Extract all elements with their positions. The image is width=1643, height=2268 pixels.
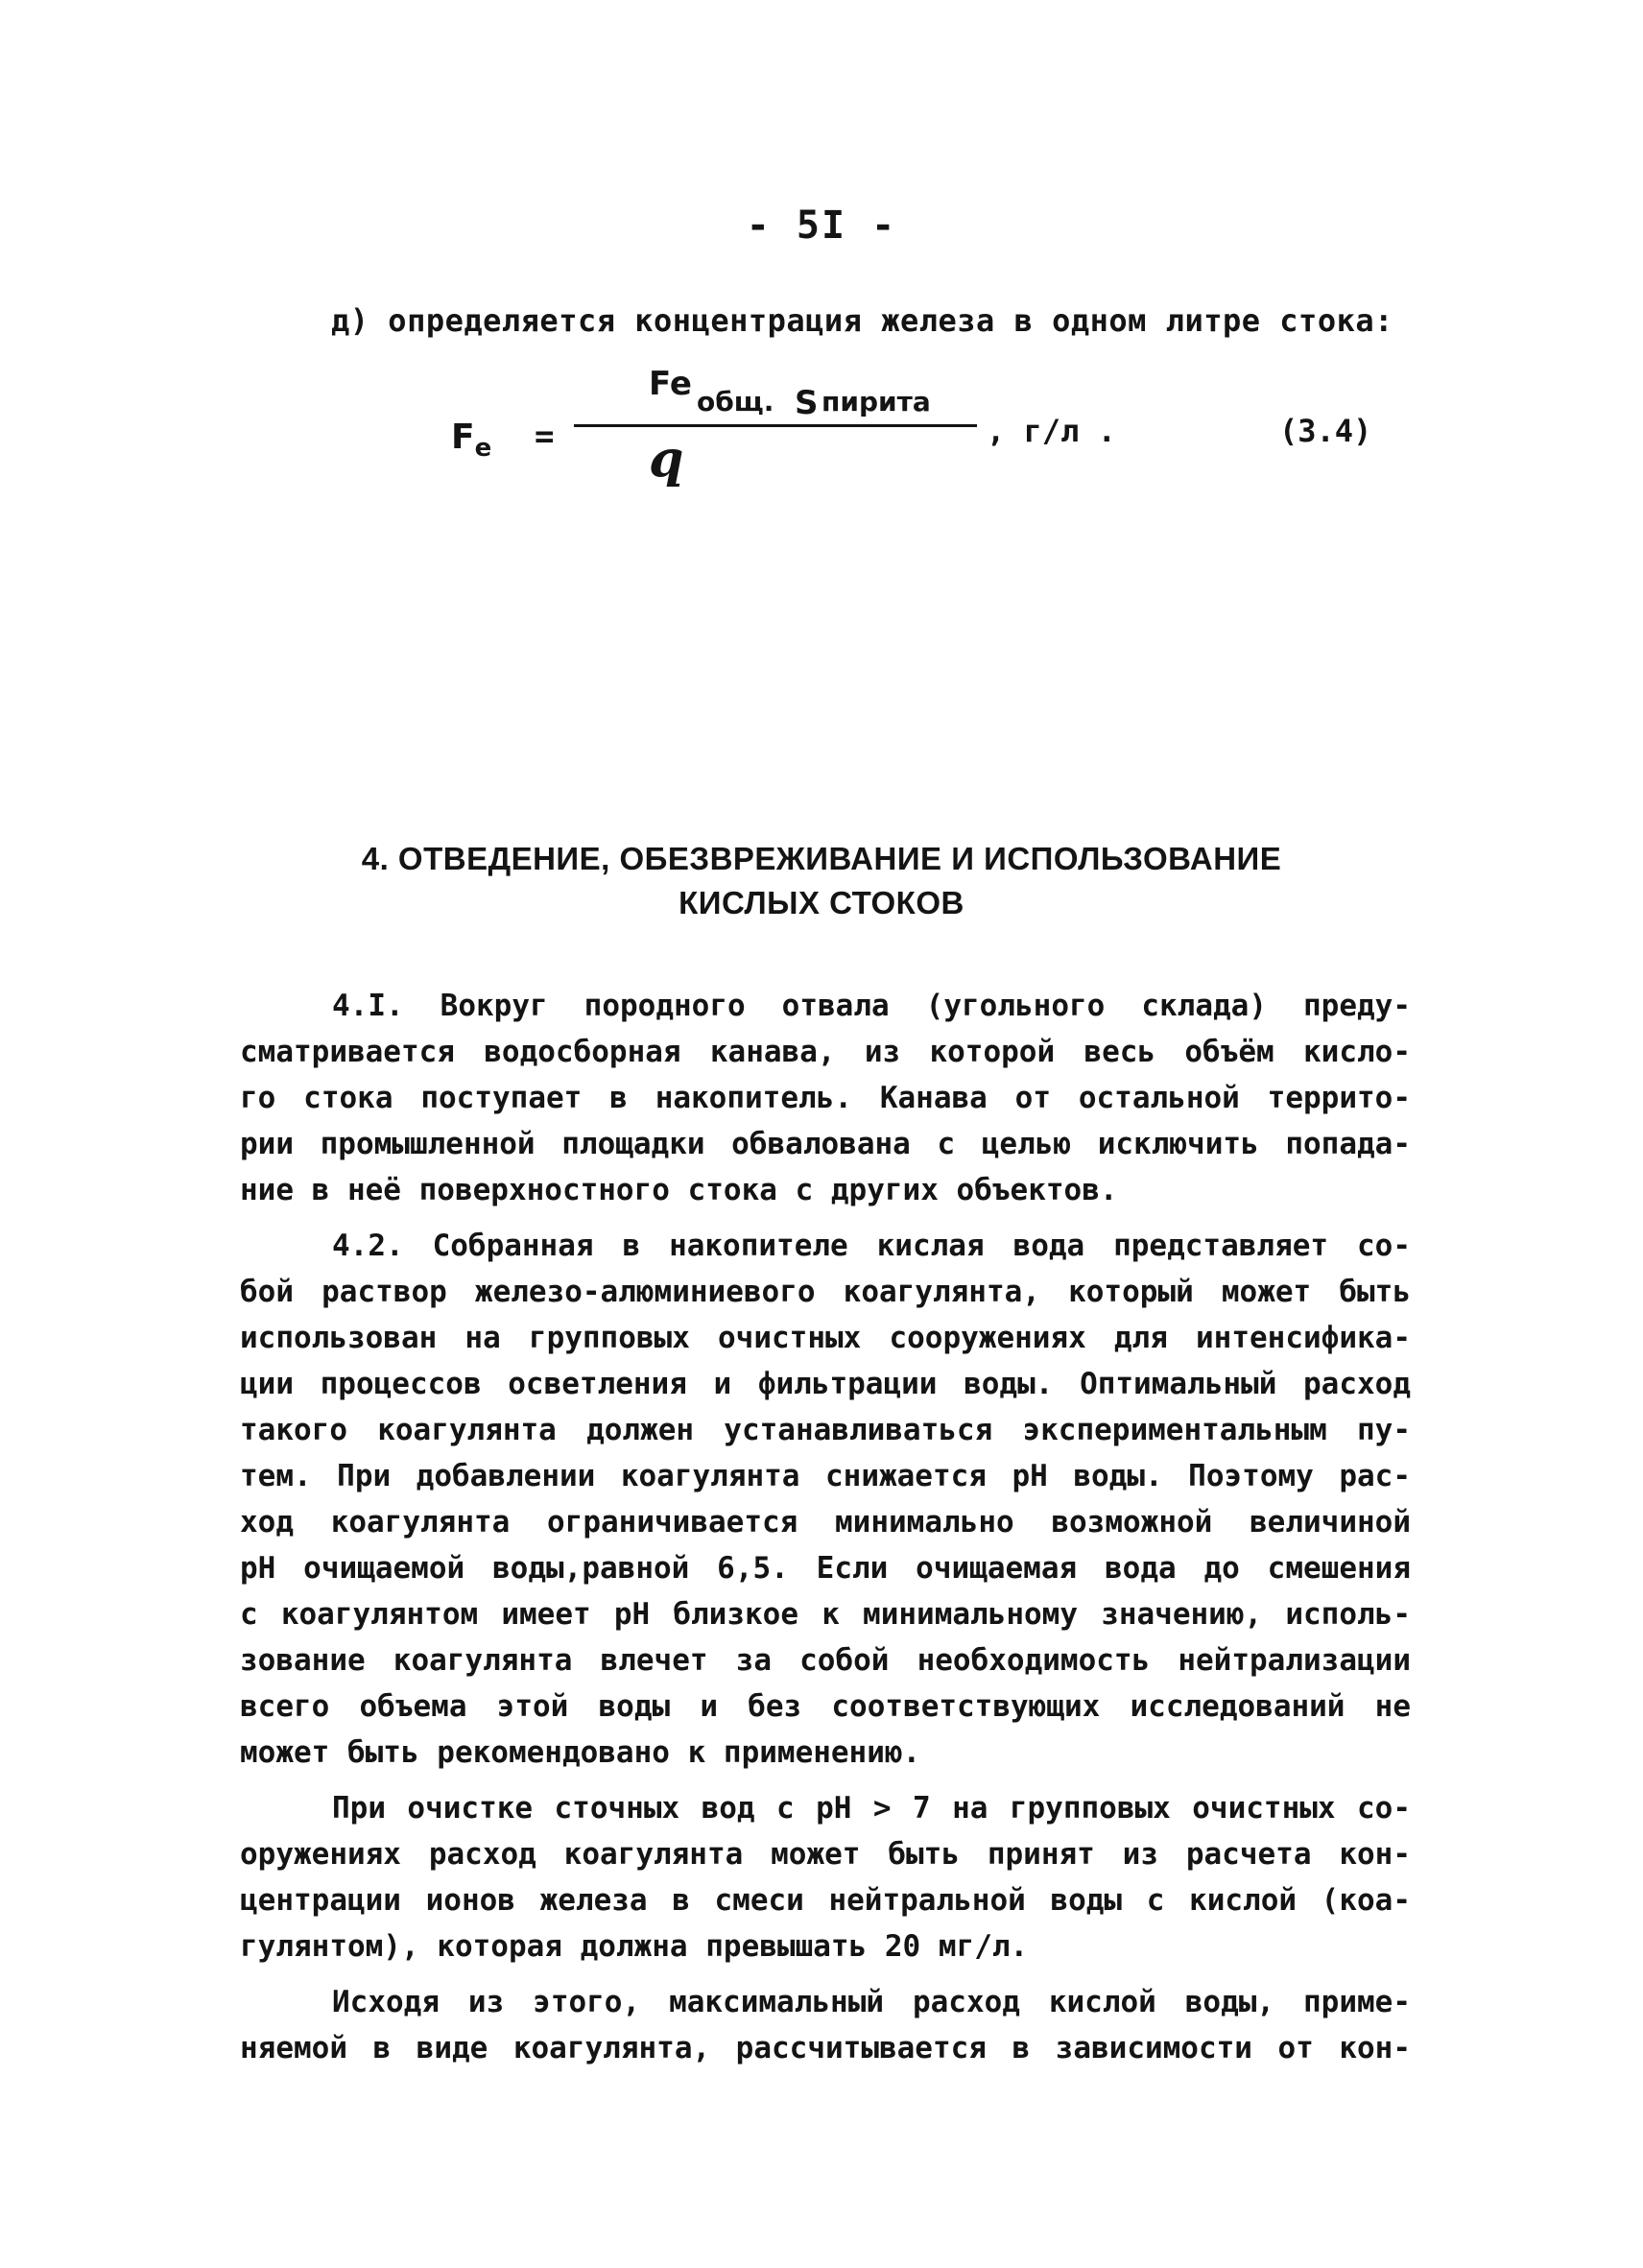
text-line: ние в неё поверхностного стока с других объектов. — [240, 1173, 1118, 1207]
formula-numerator — [574, 365, 977, 424]
section-title-line: КИСЛЫХ СТОКОВ — [679, 885, 964, 920]
numerator-pyrite: пирита — [822, 386, 931, 418]
text-line: всего объема этой воды и без соответствующих исследований не — [240, 1689, 1411, 1724]
formula-lhs — [451, 418, 491, 463]
numerator-s: S — [795, 384, 819, 422]
text-line: гулянтом), которая должна превышать 20 мг/л. — [240, 1929, 1029, 1964]
formula-number: (3.4) — [1279, 413, 1372, 449]
text-line: сматривается водосборная канава, из которой весь объём кисло- — [240, 1035, 1411, 1069]
text-line: тем. При добавлении коагулянта снижается pH воды. Поэтому рас- — [240, 1459, 1411, 1493]
section-title-line: 4. ОТВЕДЕНИЕ, ОБЕЗВРЕЖИВАНИЕ И ИСПОЛЬЗОВАНИЕ — [361, 841, 1282, 876]
text-line: го стока поступает в накопитель. Канава от остальной террито- — [240, 1081, 1411, 1115]
text-line: Исходя из этого, максимальный расход кислой воды, приме- — [332, 1985, 1411, 2019]
body-text — [240, 983, 1411, 2081]
text-line: ход коагулянта ограничивается минимально возможной величиной — [240, 1505, 1411, 1540]
paragraph-4-2 — [240, 1223, 1411, 1776]
text-line: такого коагулянта должен устанавливаться экспериментальным пу- — [240, 1413, 1411, 1447]
text-line: использован на групповых очистных сооружениях для интенсифика- — [240, 1321, 1411, 1355]
formula-lhs-symbol: F — [451, 418, 475, 457]
numerator-fe-subscript: общ. — [697, 386, 774, 418]
intro-text: д) определяется концентрация железа в одном литре стока: — [331, 302, 1393, 339]
text-line: 4.2. Собранная в накопителе кислая вода представляет со- — [332, 1229, 1411, 1263]
numerator-fe: Fe — [649, 365, 692, 403]
text-line: pH очищаемой воды,равной 6,5. Если очищаемая вода до смешения — [240, 1551, 1411, 1586]
text-line: оружениях расход коагулянта может быть принят из расчета кон- — [240, 1837, 1411, 1872]
text-line: ции процессов осветления и фильтрации воды. Оптимальный расход — [240, 1367, 1411, 1401]
fraction-bar — [574, 424, 977, 427]
formula-3-4 — [441, 365, 1401, 509]
text-line: няемой в виде коагулянта, рассчитывается в зависимости от кон- — [240, 2031, 1411, 2065]
paragraph-4-1 — [240, 983, 1411, 1213]
paragraph-max-flow — [240, 1979, 1411, 2071]
text-line: бой раствор железо-алюминиевого коагулянта, который может быть — [240, 1275, 1411, 1309]
text-line: с коагулянтом имеет pH близкое к минимальному значению, исполь- — [240, 1597, 1411, 1632]
formula-unit: , г/л . — [987, 413, 1116, 449]
formula-denominator: q — [649, 430, 684, 489]
text-line: может быть рекомендовано к применению. — [240, 1735, 921, 1770]
text-line: рии промышленной площадки обвалована с целью исключить попада- — [240, 1127, 1411, 1161]
formula-lhs-subscript: e — [474, 434, 492, 464]
text-line: зование коагулянта влечет за собой необходимость нейтрализации — [240, 1643, 1411, 1678]
paragraph-ph-above-7 — [240, 1785, 1411, 1970]
text-line: 4.I. Вокруг породного отвала (угольного склада) преду- — [332, 989, 1411, 1023]
formula-fraction — [574, 365, 977, 489]
text-line: центрации ионов железа в смеси нейтральной воды с кислой (коа- — [240, 1883, 1411, 1918]
page-number: - 5I - — [746, 203, 897, 248]
formula-equals: = — [535, 418, 555, 456]
section-title — [0, 837, 1643, 925]
text-line: При очистке сточных вод с pH > 7 на групповых очистных со- — [332, 1791, 1411, 1826]
